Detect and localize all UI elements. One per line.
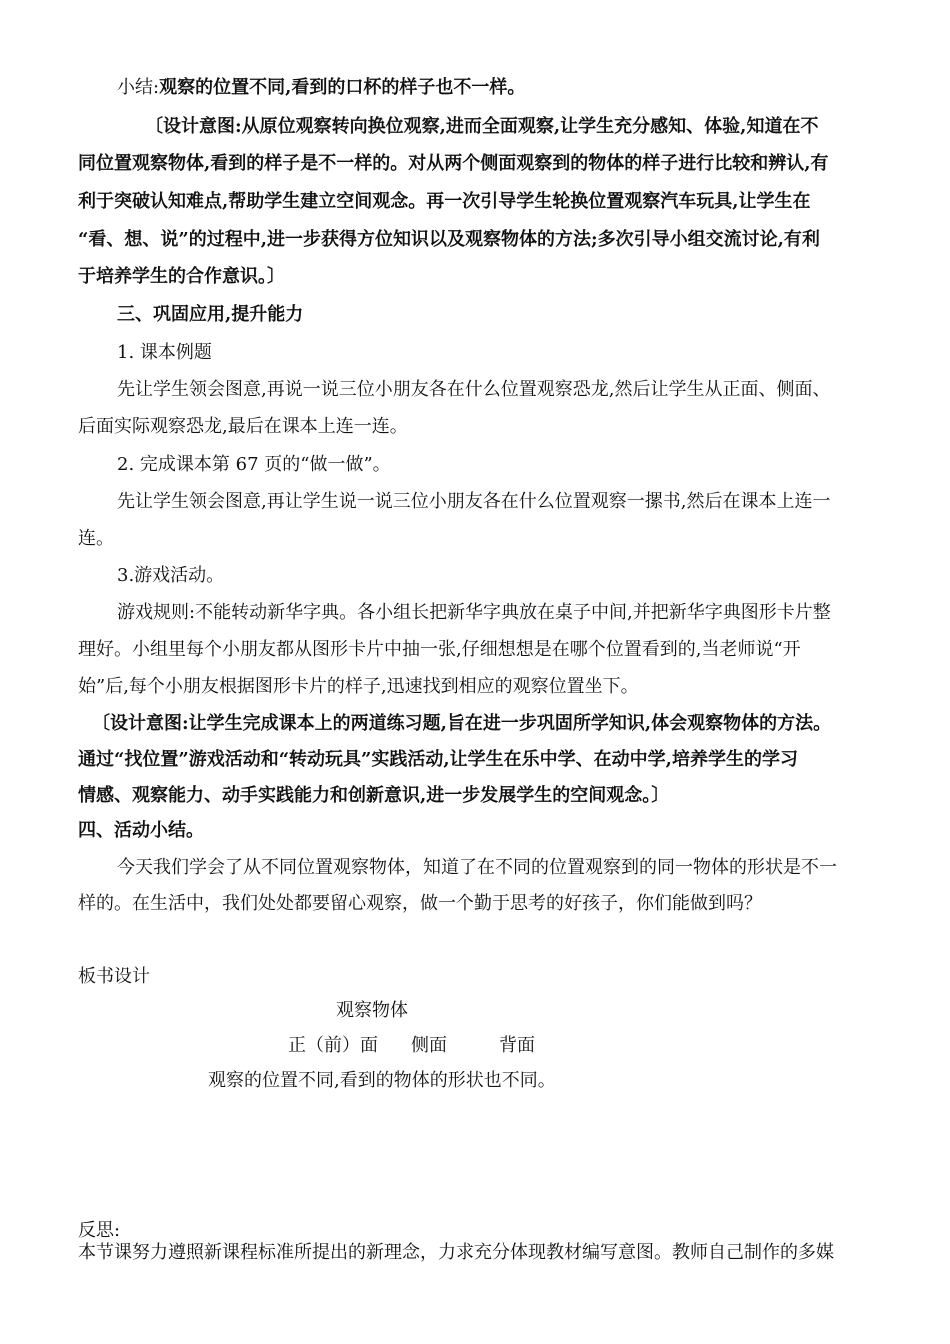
item-3-title: 3.游戏活动。 xyxy=(117,565,225,586)
design-intent-2-line: 情感、观察能力、动手实践能力和创新意识,进一步发展学生的空间观念。〕 xyxy=(78,785,670,806)
item-3-body: 理好。小组里每个小朋友都从图形卡片中抽一张,仔细想想是在哪个位置看到的,当老师说“开 xyxy=(78,639,801,660)
board-view-front: 正（前）面 xyxy=(288,1035,378,1056)
board-conclusion: 观察的位置不同,看到的物体的形状也不同。 xyxy=(208,1070,556,1091)
item-3-body: 始”后,每个小朋友根据图形卡片的样子,迅速找到相应的观察位置坐下。 xyxy=(78,676,639,697)
summary-line xyxy=(117,76,525,100)
reflection-body: 本节课努力遵照新课程标准所提出的新理念，力求充分体现教材编写意图。教师自己制作的多媒 xyxy=(78,1242,834,1263)
design-intent-1-line: 于培养学生的合作意识。〕 xyxy=(78,266,285,287)
section-4-body: 今天我们学会了从不同位置观察物体，知道了在不同的位置观察到的同一物体的形状是不一 xyxy=(117,857,837,878)
summary-prefix: 小结: xyxy=(117,77,160,98)
item-3-body: 游戏规则:不能转动新华字典。各小组长把新华字典放在桌子中间,并把新华字典图形卡片整 xyxy=(117,602,831,623)
item-1-body: 后面实际观察恐龙,最后在课本上连一连。 xyxy=(78,416,408,437)
design-intent-1-line: 同位置观察物体,看到的样子是不一样的。对从两个侧面观察到的物体的样子进行比较和辨认,有 xyxy=(78,153,829,174)
design-intent-1-line: “看、想、说”的过程中,进一步获得方位知识以及观察物体的方法;多次引导小组交流讨论,有利 xyxy=(78,229,820,250)
design-intent-2-line: 通过“找位置”游戏活动和“转动玩具”实践活动,让学生在乐中学、在动中学,培养学生的学习 xyxy=(78,749,798,770)
item-2-body: 连。 xyxy=(78,528,114,549)
design-intent-2-line: 〔设计意图:让学生完成课本上的两道练习题,旨在进一步巩固所学知识,体会观察物体的方法。 xyxy=(92,713,832,734)
item-2-title: 2. 完成课本第 67 页的“做一做”。 xyxy=(117,454,391,475)
design-intent-1-line: 〔设计意图:从原位观察转向换位观察,进而全面观察,让学生充分感知、体验,知道在不 xyxy=(145,116,819,137)
reflection-label: 反思: xyxy=(78,1220,121,1241)
section-4-heading: 四、活动小结。 xyxy=(78,820,204,841)
section-3-heading: 三、巩固应用,提升能力 xyxy=(117,304,304,325)
summary-text: 观察的位置不同,看到的口杯的样子也不一样。 xyxy=(159,77,526,98)
board-design-label: 板书设计 xyxy=(78,966,150,987)
item-2-body: 先让学生领会图意,再让学生说一说三位小朋友各在什么位置观察一摞书,然后在课本上连一 xyxy=(117,491,831,512)
board-title: 观察物体 xyxy=(336,1000,408,1021)
board-view-back: 背面 xyxy=(499,1035,535,1056)
section-4-body: 样的。在生活中，我们处处都要留心观察，做一个勤于思考的好孩子，你们能做到吗？ xyxy=(78,893,762,914)
board-view-side: 侧面 xyxy=(411,1035,447,1056)
design-intent-1-line: 利于突破认知难点,帮助学生建立空间观念。再一次引导学生轮换位置观察汽车玩具,让学生在 xyxy=(78,191,811,212)
item-1-title: 1. 课本例题 xyxy=(117,342,212,363)
item-1-body: 先让学生领会图意,再说一说三位小朋友各在什么位置观察恐龙,然后让学生从正面、侧面、 xyxy=(117,379,831,400)
